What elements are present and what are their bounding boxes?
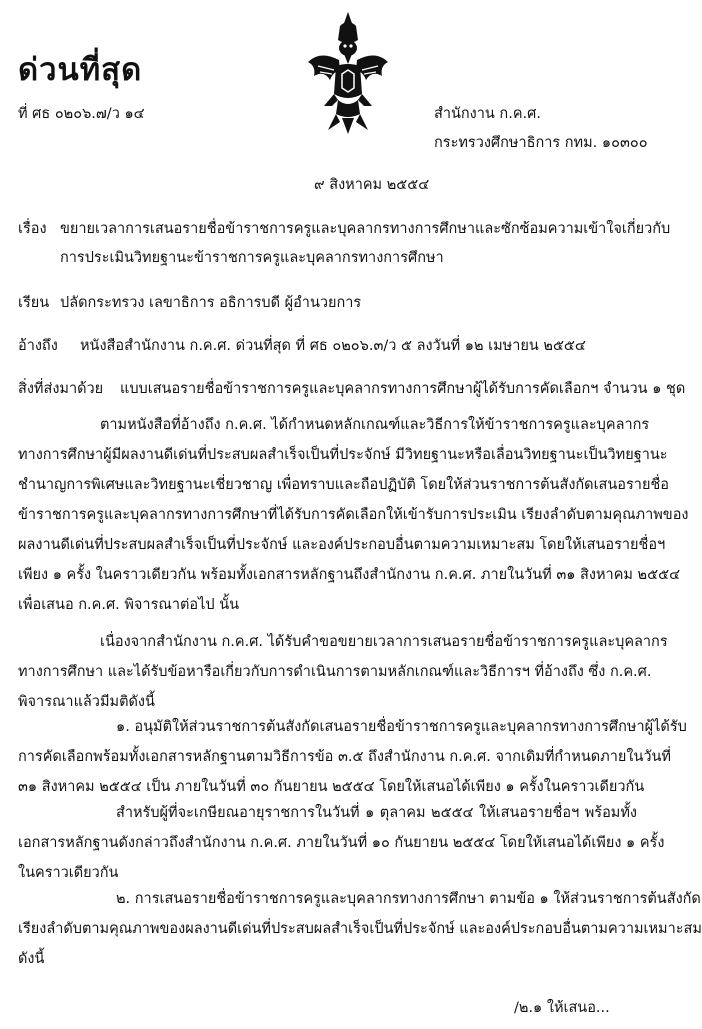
urgent-heading: ด่วนที่สุด: [18, 52, 143, 88]
body-line: ทางการศึกษาผู้มีผลงานดีเด่นที่ประสบผลสำเร็จเป็นที่ประจักษ์ มีวิทยฐานะหรือเลื่อนวิทยฐานะเป็นวิทยฐานะ: [18, 447, 668, 463]
body-line: ในคราวเดียวกัน: [18, 865, 119, 881]
document-number: ที่ ศธ ๐๒๐๖.๗/ว ๑๔: [18, 106, 145, 122]
body-line: เพื่อเสนอ ก.ค.ศ. พิจารณาต่อไป นั้น: [18, 597, 240, 613]
body-line: ชำนาญการพิเศษและวิทยฐานะเชี่ยวชาญ เพื่อทราบและถือปฏิบัติ โดยให้ส่วนราชการต้นสังกัดเสนอรายชื่อ: [18, 477, 669, 493]
reference-text: หนังสือสำนักงาน ก.ค.ศ. ด่วนที่สุด ที่ ศธ ๐๒๐๖.๓/ว ๕ ลงวันที่ ๑๒ เมษายน ๒๕๕๔: [80, 338, 586, 354]
body-line: เอกสารหลักฐานดังกล่าวถึงสำนักงาน ก.ค.ศ. ภายในวันที่ ๑๐ กันยายน ๒๕๕๔ โดยให้เสนอได้เพียง ๑ ครั้ง: [18, 835, 665, 851]
page-continuation: /๒.๑ ให้เสนอ...: [514, 1000, 610, 1016]
paragraph-extension-request: [18, 627, 668, 717]
document-date: ๙ สิงหาคม ๒๕๕๔: [314, 177, 430, 193]
resolution-item-1: [18, 712, 687, 802]
body-line: สำหรับผู้ที่จะเกษียณอายุราชการในวันที่ ๑ ตุลาคม ๒๕๕๔ ให้เสนอรายชื่อฯ พร้อมทั้ง: [116, 805, 637, 821]
retirement-note: [18, 798, 665, 888]
body-line: ดังนี้: [18, 951, 45, 967]
garuda-emblem: [300, 10, 396, 135]
body-line: เรียงลำดับตามคุณภาพของผลงานดีเด่นที่ประสบผลสำเร็จเป็นที่ประจักษ์ และองค์ประกอบอื่นตามความเหมาะสม: [18, 921, 702, 937]
body-line: เพียง ๑ ครั้ง ในคราวเดียวกัน พร้อมทั้งเอกสารหลักฐานถึงสำนักงาน ก.ค.ศ. ภายในวันที่ ๓๑ สิงหาคม ๒๕๕๔: [18, 567, 681, 583]
body-line: เนื่องจากสำนักงาน ก.ค.ศ. ได้รับคำขอขยายเวลาการเสนอรายชื่อข้าราชการครูและบุคลากร: [100, 634, 668, 650]
body-line: ๓๑ สิงหาคม ๒๕๕๔ เป็น ภายในวันที่ ๓๐ กันยายน ๒๕๕๔ โดยให้เสนอได้เพียง ๑ ครั้งในคราวเดียวกัน: [18, 779, 645, 795]
body-line: ๒. การเสนอรายชื่อข้าราชการครูและบุคลากรทางการศึกษา ตามข้อ ๑ ให้ส่วนราชการต้นสังกัด: [116, 891, 701, 907]
body-line: ผลงานดีเด่นที่ประสบผลสำเร็จเป็นที่ประจักษ์ และองค์ประกอบอื่นตามความเหมาะสม โดยให้เสนอรายชื่อฯ: [18, 537, 666, 553]
office-address: กระทรวงศึกษาธิการ กทม. ๑๐๓๐๐: [434, 135, 648, 151]
to-label: เรียน: [18, 295, 50, 311]
subject-label: เรื่อง: [18, 221, 47, 237]
enclosure-label: สิ่งที่ส่งมาด้วย: [18, 381, 104, 397]
office-name: สำนักงาน ก.ค.ศ.: [434, 106, 541, 122]
body-line: ตามหนังสือที่อ้างถึง ก.ค.ศ. ได้กำหนดหลักเกณฑ์และวิธีการให้ข้าราชการครูและบุคลากร: [100, 417, 650, 433]
body-line: การคัดเลือกพร้อมทั้งเอกสารหลักฐานตามวิธีการข้อ ๓.๕ ถึงสำนักงาน ก.ค.ศ. จากเดิมที่กำหนดภายในวันที่: [18, 749, 671, 765]
paragraph-reference-summary: [18, 410, 689, 620]
enclosure-text: แบบเสนอรายชื่อข้าราชการครูและบุคลากรทางการศึกษาผู้ได้รับการคัดเลือกฯ จำนวน ๑ ชุด: [120, 381, 686, 397]
subject-line-2: การประเมินวิทยฐานะข้าราชการครูและบุคลากรทางการศึกษา: [60, 250, 444, 266]
body-line: ๑. อนุมัติให้ส่วนราชการต้นสังกัดเสนอรายชื่อข้าราชการครูและบุคลากรทางการศึกษาผู้ได้รับ: [116, 719, 687, 735]
to-recipients: ปลัดกระทรวง เลขาธิการ อธิการบดี ผู้อำนวยการ: [60, 295, 362, 311]
body-line: พิจารณาแล้วมีมติดังนี้: [18, 694, 155, 710]
body-line: ทางการศึกษา และได้รับข้อหารือเกี่ยวกับการดำเนินการตามหลักเกณฑ์และวิธีการฯ ที่อ้างถึง ซึ่ง ก.ค.ศ.: [18, 664, 652, 680]
body-line: ข้าราชการครูและบุคลากรทางการศึกษาที่ได้รับการคัดเลือกให้เข้ารับการประเมิน เรียงลำดับตามคุณภาพของ: [18, 507, 689, 523]
subject-line-1: ขยายเวลาการเสนอรายชื่อข้าราชการครูและบุคลากรทางการศึกษาและซักซ้อมความเข้าใจเกี่ยวกับ: [60, 221, 671, 237]
resolution-item-2: [18, 884, 702, 974]
reference-label: อ้างถึง: [18, 338, 58, 354]
